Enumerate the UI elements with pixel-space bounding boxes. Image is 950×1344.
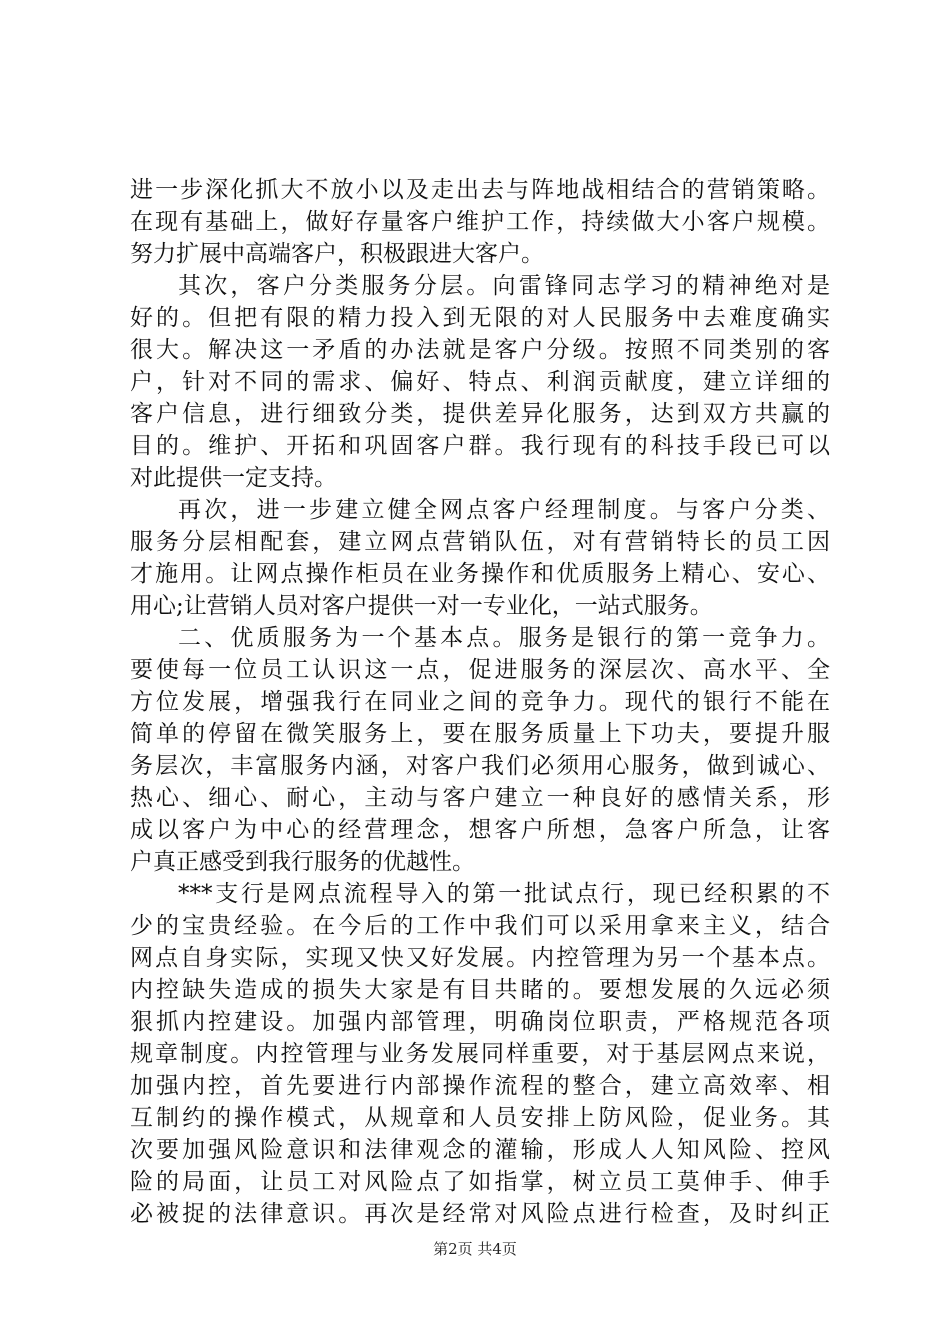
text-line: 用心;让营销人员对客户提供一对一专业化，一站式服务。 [130, 593, 713, 619]
text-line: 简单的停留在微笑服务上，要在服务质量上下功夫，要提升服 [130, 721, 830, 747]
text-line: 必被捉的法律意识。再次是经常对风险点进行检查，及时纠正 [130, 1201, 830, 1227]
text-line: 在现有基础上，做好存量客户维护工作，持续做大小客户规模。 [130, 209, 830, 235]
document-body [130, 174, 830, 1230]
text-line: 好的。但把有限的精力投入到无限的对人民服务中去难度确实 [130, 305, 830, 331]
text-line: 网点自身实际，实现又快又好发展。内控管理为另一个基本点。 [130, 945, 830, 971]
text-line: 进一步深化抓大不放小以及走出去与阵地战相结合的营销策略。 [130, 177, 830, 203]
text-line: 方位发展，增强我行在同业之间的竞争力。现代的银行不能在 [130, 689, 830, 715]
text-line: 次要加强风险意识和法律观念的灌输，形成人人知风险、控风 [130, 1137, 830, 1163]
text-line: 目的。维护、开拓和巩固客户群。我行现有的科技手段已可以 [130, 433, 830, 459]
page-footer: 第2页 共4页 [433, 1240, 517, 1258]
text-line: 对此提供一定支持。 [130, 465, 337, 491]
text-line: 互制约的操作模式，从规章和人员安排上防风险，促业务。其 [130, 1105, 830, 1131]
text-line: 客户信息，进行细致分类，提供差异化服务，达到双方共赢的 [130, 401, 830, 427]
text-line: 努力扩展中高端客户，积极跟进大客户。 [130, 241, 544, 267]
text-line: 其次，客户分类服务分层。向雷锋同志学习的精神绝对是 [178, 273, 830, 299]
text-line: 才施用。让网点操作柜员在业务操作和优质服务上精心、安心、 [130, 561, 830, 587]
text-line: 再次，进一步建立健全网点客户经理制度。与客户分类、 [178, 497, 830, 523]
text-line: 加强内控，首先要进行内部操作流程的整合，建立高效率、相 [130, 1073, 830, 1099]
text-line: ***支行是网点流程导入的第一批试点行，现已经积累的不 [178, 881, 830, 907]
text-line: 很大。解决这一矛盾的办法就是客户分级。按照不同类别的客 [130, 337, 830, 363]
text-line: 规章制度。内控管理与业务发展同样重要，对于基层网点来说， [130, 1041, 830, 1067]
text-line: 服务分层相配套，建立网点营销队伍，对有营销特长的员工因 [130, 529, 830, 555]
text-line: 要使每一位员工认识这一点，促进服务的深层次、高水平、全 [130, 657, 830, 683]
text-line: 二、优质服务为一个基本点。服务是银行的第一竞争力。 [178, 625, 830, 651]
text-line: 务层次，丰富服务内涵，对客户我们必须用心服务，做到诚心、 [130, 753, 830, 779]
text-line: 少的宝贵经验。在今后的工作中我们可以采用拿来主义，结合 [130, 913, 830, 939]
text-line: 成以客户为中心的经营理念，想客户所想，急客户所急，让客 [130, 817, 830, 843]
text-line: 内控缺失造成的损失大家是有目共睹的。要想发展的久远必须 [130, 977, 830, 1003]
text-line: 户，针对不同的需求、偏好、特点、利润贡献度，建立详细的 [130, 369, 830, 395]
text-line: 热心、细心、耐心，主动与客户建立一种良好的感情关系，形 [130, 785, 830, 811]
text-line: 狠抓内控建设。加强内部管理，明确岗位职责，严格规范各项 [130, 1009, 830, 1035]
text-line: 户真正感受到我行服务的优越性。 [130, 849, 475, 875]
text-line: 险的局面，让员工对风险点了如指掌，树立员工莫伸手、伸手 [130, 1169, 830, 1195]
